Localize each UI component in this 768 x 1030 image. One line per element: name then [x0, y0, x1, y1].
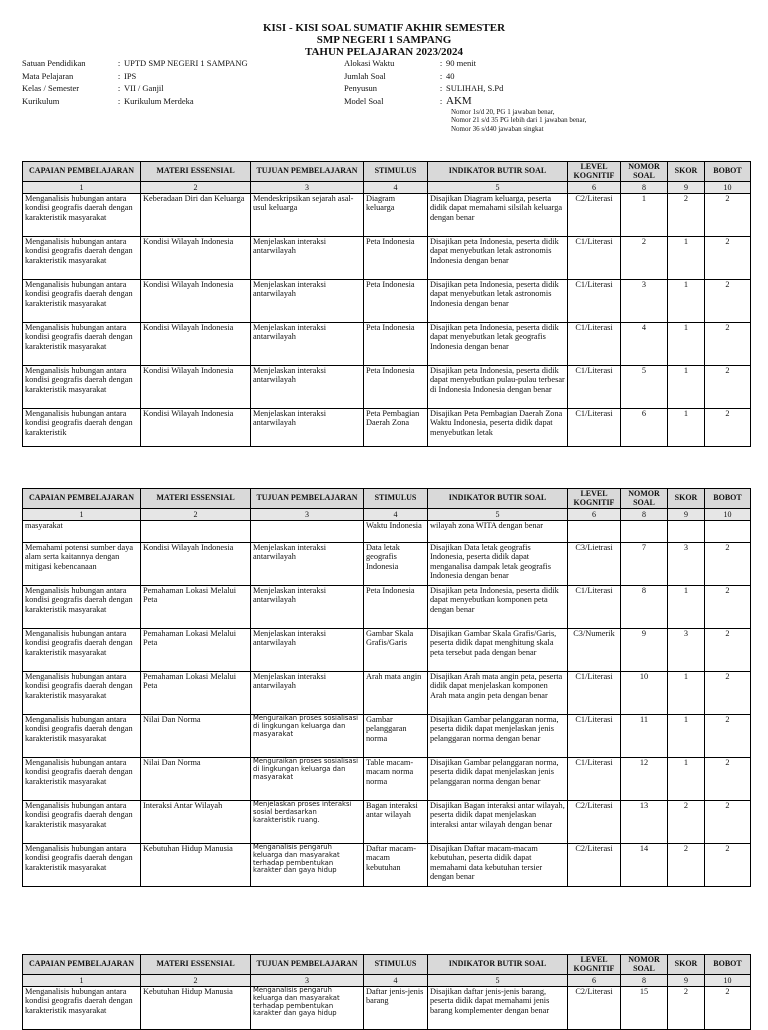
cell-tujuan: Menguraikan proses sosialisasi di lingkungan keluarga dan masyarakat [251, 715, 364, 758]
table-head [23, 162, 751, 194]
cell-cp: Menganalisis hubungan antara kondisi geografis daerah dengan karakteristik masyarakat [23, 323, 141, 366]
cell-level: C3/Lietrasi [568, 543, 621, 586]
info-left-row [22, 95, 248, 108]
table-row [23, 237, 751, 280]
col-header-materi: MATERI ESSENSIAL [141, 162, 251, 182]
cell-skor: 1 [668, 280, 705, 323]
cell-nomor: 6 [621, 409, 668, 447]
info-left-label: Satuan Pendidikan [22, 58, 86, 68]
cell-bobot: 2 [705, 586, 751, 629]
header-row [23, 955, 751, 975]
cell-stimulus: Peta Indonesia [364, 586, 428, 629]
info-right-row [344, 82, 503, 95]
cell-tujuan: Menjelaskan interaksi antarwilayah [251, 409, 364, 447]
cell-bobot [705, 521, 751, 543]
cell-level: C1/Literasi [568, 323, 621, 366]
col-header-skor: SKOR [668, 489, 705, 509]
cell-cp: Menganalisis hubungan antara kondisi geografis daerah dengan karakteristik masyarakat [23, 366, 141, 409]
cell-cp: Menganalisis hubungan antara kondisi geografis daerah dengan karakteristik masyarakat [23, 801, 141, 844]
column-number: 6 [568, 182, 621, 194]
table-row [23, 543, 751, 586]
table-row [23, 194, 751, 237]
column-number: 10 [705, 509, 751, 521]
col-header-indikator: INDIKATOR BUTIR SOAL [428, 489, 568, 509]
cell-materi: Kebutuhan Hidup Manusia [141, 987, 251, 1030]
cell-tujuan: Menjelaskan interaksi antarwilayah [251, 280, 364, 323]
column-number: 2 [141, 975, 251, 987]
cell-cp: Menganalisis hubungan antara kondisi geografis daerah dengan karakteristik masyarakat [23, 629, 141, 672]
kisi-table-1 [22, 161, 751, 447]
cell-materi: Interaksi Antar Wilayah [141, 801, 251, 844]
column-number-row [23, 182, 751, 194]
cell-nomor: 5 [621, 366, 668, 409]
cell-materi: Kondisi Wilayah Indonesia [141, 366, 251, 409]
cell-skor: 2 [668, 801, 705, 844]
cell-indikator: Disajikan Arah mata angin peta, peserta didik dapat menjelaskan komponen Arah mata angin peta dengan benar [428, 672, 568, 715]
column-number: 5 [428, 975, 568, 987]
column-number-row [23, 975, 751, 987]
cell-materi: Pemahaman Lokasi Melalui Peta [141, 672, 251, 715]
info-right-value: SULIHAH, S.Pd [446, 83, 504, 93]
cell-stimulus: Peta Pembagian Daerah Zona [364, 409, 428, 447]
table-body [23, 521, 751, 887]
cell-nomor: 15 [621, 987, 668, 1030]
cell-skor [668, 521, 705, 543]
cell-indikator: Disajikan Diagram keluarga, peserta didik dapat memahami silsilah keluarga dengan benar [428, 194, 568, 237]
model-note-line: Nomor 36 s/d40 jawaban singkat [451, 124, 544, 133]
cell-bobot: 2 [705, 409, 751, 447]
info-right [344, 57, 503, 107]
info-right-label: Model Soal [344, 95, 384, 106]
cell-level: C2/Literasi [568, 194, 621, 237]
cell-indikator: wilayah zona WITA dengan benar [428, 521, 568, 543]
info-left-row [22, 70, 248, 83]
cell-tujuan: Menjelaskan proses interaksi sosial berdasarkan karakteristik ruang. [251, 801, 364, 844]
column-number: 1 [23, 509, 141, 521]
cell-bobot: 2 [705, 280, 751, 323]
col-header-tujuan: TUJUAN PEMBELAJARAN [251, 489, 364, 509]
cell-stimulus: Arah mata angin [364, 672, 428, 715]
column-number: 1 [23, 182, 141, 194]
cell-materi: Kondisi Wilayah Indonesia [141, 237, 251, 280]
col-header-stimulus: STIMULUS [364, 489, 428, 509]
info-left-row [22, 82, 248, 95]
cell-tujuan: Menjelaskan interaksi antarwilayah [251, 237, 364, 280]
cell-skor: 1 [668, 366, 705, 409]
cell-cp: Menganalisis hubungan antara kondisi geografis daerah dengan karakteristik masyarakat [23, 987, 141, 1030]
col-header-indikator: INDIKATOR BUTIR SOAL [428, 955, 568, 975]
table-row [23, 715, 751, 758]
doc-title-line1: KISI - KISI SOAL SUMATIF AKHIR SEMESTER [262, 22, 506, 34]
cell-level: C2/Literasi [568, 801, 621, 844]
cell-indikator: Disajikan daftar jenis-jenis barang, peserta didik dapat memahami jenis barang komplementer dengan benar [428, 987, 568, 1030]
cell-tujuan: Menjelaskan interaksi antarwilayah [251, 323, 364, 366]
column-number: 3 [251, 975, 364, 987]
cell-indikator: Disajikan peta Indonesia, peserta didik dapat menyebutkan pulau-pulau terbesar di Indonesia Indonesia dengan benar [428, 366, 568, 409]
cell-level: C1/Literasi [568, 672, 621, 715]
cell-nomor: 4 [621, 323, 668, 366]
table-head [23, 955, 751, 987]
colon: : [117, 70, 121, 81]
cell-cp: Menganalisis hubungan antara kondisi geografis daerah dengan karakteristik [23, 409, 141, 447]
cell-skor: 2 [668, 987, 705, 1030]
cell-skor: 1 [668, 586, 705, 629]
cell-stimulus: Waktu Indonesia [364, 521, 428, 543]
table-row [23, 409, 751, 447]
cell-cp: masyarakat [23, 521, 141, 543]
col-header-skor: SKOR [668, 955, 705, 975]
cell-cp: Menganalisis hubungan antara kondisi geografis daerah dengan karakteristik masyarakat [23, 237, 141, 280]
info-left-value: IPS [124, 70, 137, 81]
kisi-table-3 [22, 954, 751, 1030]
cell-materi: Kebutuhan Hidup Manusia [141, 844, 251, 887]
col-header-cp: CAPAIAN PEMBELAJARAN [23, 955, 141, 975]
col-header-cp: CAPAIAN PEMBELAJARAN [23, 489, 141, 509]
column-number: 8 [621, 975, 668, 987]
colon: : [117, 83, 121, 93]
table-row [23, 280, 751, 323]
cell-indikator: Disajikan Gambar Skala Grafis/Garis, peserta didik dapat menghitung skala peta tersebut pada dengan benar [428, 629, 568, 672]
table-row [23, 801, 751, 844]
cell-level: C2/Literasi [568, 844, 621, 887]
cell-stimulus: Diagram keluarga [364, 194, 428, 237]
cell-cp: Menganalisis hubungan antara kondisi geografis daerah dengan karakteristik masyarakat [23, 672, 141, 715]
col-header-nomor: NOMOR SOAL [621, 162, 668, 182]
cell-bobot: 2 [705, 987, 751, 1030]
col-header-nomor: NOMOR SOAL [621, 489, 668, 509]
doc-title-line2: SMP NEGERI 1 SAMPANG [316, 34, 452, 46]
cell-skor: 2 [668, 844, 705, 887]
cell-cp: Menganalisis hubungan antara kondisi geografis daerah dengan karakteristik masyarakat [23, 715, 141, 758]
colon: : [117, 95, 121, 106]
cell-skor: 1 [668, 409, 705, 447]
cell-stimulus: Gambar Skala Grafis/Garis [364, 629, 428, 672]
column-number: 9 [668, 509, 705, 521]
cell-nomor: 13 [621, 801, 668, 844]
cell-level: C1/Literasi [568, 409, 621, 447]
column-number: 10 [705, 182, 751, 194]
column-number: 10 [705, 975, 751, 987]
cell-stimulus: Table macam-macam norma norma [364, 758, 428, 801]
column-number: 5 [428, 182, 568, 194]
cell-bobot: 2 [705, 366, 751, 409]
cell-stimulus: Peta Indonesia [364, 280, 428, 323]
model-notes [451, 108, 586, 133]
header-row [23, 489, 751, 509]
info-left-label: Kelas / Semester [22, 83, 80, 93]
info-right-label: Jumlah Soal [344, 70, 386, 81]
cell-tujuan: Menganalisis pengaruh keluarga dan masyarakat terhadap pembentukan karakter dan gaya hidup [251, 987, 364, 1030]
table-row [23, 586, 751, 629]
cell-nomor: 14 [621, 844, 668, 887]
info-right-row [344, 95, 503, 108]
cell-cp: Menganalisis hubungan antara kondisi geografis daerah dengan karakteristik masyarakat [23, 280, 141, 323]
table-body [23, 987, 751, 1030]
info-left-value: VII / Ganjil [124, 83, 164, 93]
cell-skor: 1 [668, 672, 705, 715]
cell-nomor: 10 [621, 672, 668, 715]
cell-bobot: 2 [705, 801, 751, 844]
cell-nomor: 3 [621, 280, 668, 323]
info-left-label: Mata Pelajaran [22, 70, 74, 81]
column-number: 4 [364, 509, 428, 521]
info-right-row [344, 57, 503, 70]
col-header-bobot: BOBOT [705, 955, 751, 975]
cell-tujuan: Mendeskripsikan sejarah asal-usul keluarga [251, 194, 364, 237]
colon: : [439, 83, 443, 93]
cell-indikator: Disajikan Data letak geografis Indonesia, peserta didik dapat menganalisa dampak letak geografis Indonesia dengan benar [428, 543, 568, 586]
cell-skor: 1 [668, 237, 705, 280]
table-row [23, 366, 751, 409]
table-row [23, 629, 751, 672]
info-left [22, 57, 248, 107]
cell-indikator: Disajikan peta Indonesia, peserta didik dapat menyebutkan komponen peta dengan benar [428, 586, 568, 629]
cell-skor: 1 [668, 758, 705, 801]
cell-cp: Memahami potensi sumber daya alam serta kaitannya dengan mitigasi kebencanaan [23, 543, 141, 586]
cell-nomor: 11 [621, 715, 668, 758]
cell-bobot: 2 [705, 194, 751, 237]
cell-stimulus: Peta Indonesia [364, 323, 428, 366]
cell-indikator: Disajikan peta Indonesia, peserta didik dapat menyebutkan letak geografis Indonesia dengan benar [428, 323, 568, 366]
cell-bobot: 2 [705, 543, 751, 586]
cell-tujuan: Menjelaskan interaksi antarwilayah [251, 543, 364, 586]
col-header-bobot: BOBOT [705, 489, 751, 509]
cell-nomor: 8 [621, 586, 668, 629]
cell-nomor: 1 [621, 194, 668, 237]
column-number: 4 [364, 975, 428, 987]
col-header-bobot: BOBOT [705, 162, 751, 182]
col-header-stimulus: STIMULUS [364, 955, 428, 975]
header-row [23, 162, 751, 182]
cell-nomor: 7 [621, 543, 668, 586]
column-number: 5 [428, 509, 568, 521]
table-row [23, 672, 751, 715]
cell-cp: Menganalisis hubungan antara kondisi geografis daerah dengan karakteristik masyarakat [23, 844, 141, 887]
info-left-row [22, 57, 248, 70]
column-number: 1 [23, 975, 141, 987]
cell-tujuan: Menguraikan proses sosialisasi di lingkungan keluarga dan masyarakat [251, 758, 364, 801]
col-header-cp: CAPAIAN PEMBELAJARAN [23, 162, 141, 182]
cell-bobot: 2 [705, 758, 751, 801]
info-left-label: Kurikulum [22, 95, 60, 106]
cell-cp: Menganalisis hubungan antara kondisi geografis daerah dengan karakteristik masyarakat [23, 194, 141, 237]
cell-materi [141, 521, 251, 543]
column-number: 3 [251, 509, 364, 521]
cell-indikator: Disajikan Bagan interaksi antar wilayah, peserta didik dapat menjelaskan interaksi antar wilayah dengan benar [428, 801, 568, 844]
cell-nomor: 12 [621, 758, 668, 801]
cell-skor: 2 [668, 194, 705, 237]
cell-bobot: 2 [705, 323, 751, 366]
cell-level: C1/Literasi [568, 280, 621, 323]
cell-tujuan: Menjelaskan interaksi antarwilayah [251, 366, 364, 409]
cell-indikator: Disajikan peta Indonesia, peserta didik dapat menyebutkan letak astronomis Indonesia dengan benar [428, 280, 568, 323]
colon: : [117, 58, 121, 68]
cell-materi: Nilai Dan Norma [141, 758, 251, 801]
cell-level: C1/Literasi [568, 237, 621, 280]
kisi-table-2 [22, 488, 751, 887]
cell-level [568, 521, 621, 543]
cell-materi: Kondisi Wilayah Indonesia [141, 323, 251, 366]
cell-stimulus: Gambar pelanggaran norma [364, 715, 428, 758]
table-row [23, 844, 751, 887]
table-body [23, 194, 751, 447]
col-header-level: LEVEL KOGNITIF [568, 955, 621, 975]
info-right-value: 40 [446, 70, 455, 81]
cell-skor: 3 [668, 543, 705, 586]
cell-bobot: 2 [705, 672, 751, 715]
cell-materi: Pemahaman Lokasi Melalui Peta [141, 586, 251, 629]
table-row [23, 521, 751, 543]
cell-bobot: 2 [705, 844, 751, 887]
column-number: 8 [621, 182, 668, 194]
column-number: 6 [568, 509, 621, 521]
info-left-value: Kurikulum Merdeka [124, 95, 194, 106]
info-right-value: AKM [446, 94, 472, 107]
cell-tujuan: Menjelaskan interaksi antarwilayah [251, 586, 364, 629]
cell-level: C1/Literasi [568, 366, 621, 409]
cell-materi: Kondisi Wilayah Indonesia [141, 280, 251, 323]
cell-materi: Kondisi Wilayah Indonesia [141, 409, 251, 447]
column-number: 9 [668, 975, 705, 987]
cell-bobot: 2 [705, 629, 751, 672]
table-row [23, 758, 751, 801]
col-header-nomor: NOMOR SOAL [621, 955, 668, 975]
col-header-tujuan: TUJUAN PEMBELAJARAN [251, 955, 364, 975]
info-right-label: Penyusun [344, 83, 378, 93]
cell-bobot: 2 [705, 715, 751, 758]
colon: : [439, 95, 443, 106]
model-note-line: Nomor 21 s/d 35 PG lebih dari 1 jawaban benar, [451, 116, 587, 125]
column-number: 6 [568, 975, 621, 987]
cell-stimulus: Daftar macam-macam kebutuhan [364, 844, 428, 887]
cell-materi: Pemahaman Lokasi Melalui Peta [141, 629, 251, 672]
cell-tujuan: Menjelaskan interaksi antarwilayah [251, 672, 364, 715]
col-header-indikator: INDIKATOR BUTIR SOAL [428, 162, 568, 182]
cell-stimulus: Peta Indonesia [364, 237, 428, 280]
cell-level: C1/Literasi [568, 758, 621, 801]
cell-nomor: 2 [621, 237, 668, 280]
col-header-stimulus: STIMULUS [364, 162, 428, 182]
cell-materi: Keberadaan Diri dan Keluarga [141, 194, 251, 237]
cell-indikator: Disajikan Daftar macam-macam kebutuhan, peserta didik dapat memahami data kebutuhan tersier dengan benar [428, 844, 568, 887]
cell-materi: Kondisi Wilayah Indonesia [141, 543, 251, 586]
cell-level: C1/Literasi [568, 715, 621, 758]
cell-stimulus: Peta Indonesia [364, 366, 428, 409]
column-number: 2 [141, 182, 251, 194]
col-header-materi: MATERI ESSENSIAL [141, 489, 251, 509]
cell-cp: Menganalisis hubungan antara kondisi geografis daerah dengan karakteristik masyarakat [23, 758, 141, 801]
cell-indikator: Disajikan peta Indonesia, peserta didik dapat menyebutkan letak astronomis Indonesia dengan benar [428, 237, 568, 280]
cell-tujuan [251, 521, 364, 543]
column-number: 8 [621, 509, 668, 521]
cell-indikator: Disajikan Gambar pelanggaran norma, peserta didik dapat menjelaskan jenis pelanggaran norma dengan benar [428, 758, 568, 801]
model-note-line: Nomor 1s/d 20, PG 1 jawaban benar, [451, 108, 555, 116]
cell-nomor: 9 [621, 629, 668, 672]
info-left-value: UPTD SMP NEGERI 1 SAMPANG [124, 58, 248, 68]
cell-bobot: 2 [705, 237, 751, 280]
column-number: 4 [364, 182, 428, 194]
cell-tujuan: Menjelaskan interaksi antarwilayah [251, 629, 364, 672]
column-number: 2 [141, 509, 251, 521]
cell-nomor [621, 521, 668, 543]
cell-skor: 3 [668, 629, 705, 672]
cell-skor: 1 [668, 323, 705, 366]
cell-indikator: Disajikan Gambar pelanggaran norma, peserta didik dapat menjelaskan jenis pelanggaran norma dengan benar [428, 715, 568, 758]
table-row [23, 987, 751, 1030]
colon: : [439, 70, 443, 81]
cell-level: C3/Numerik [568, 629, 621, 672]
column-number-row [23, 509, 751, 521]
doc-title-line3: TAHUN PELAJARAN 2023/2024 [304, 46, 464, 58]
cell-stimulus: Data letak geografis Indonesia [364, 543, 428, 586]
cell-skor: 1 [668, 715, 705, 758]
info-right-label: Alokasi Waktu [344, 58, 395, 68]
cell-stimulus: Daftar jenis-jenis barang [364, 987, 428, 1030]
cell-level: C2/Literasi [568, 987, 621, 1030]
col-header-skor: SKOR [668, 162, 705, 182]
col-header-materi: MATERI ESSENSIAL [141, 955, 251, 975]
cell-level: C1/Literasi [568, 586, 621, 629]
info-right-row [344, 70, 503, 83]
cell-cp: Menganalisis hubungan antara kondisi geografis daerah dengan karakteristik masyarakat [23, 586, 141, 629]
info-right-value: 90 menit [446, 58, 476, 68]
cell-indikator: Disajikan Peta Pembagian Daerah Zona Waktu Indonesia, peserta didik dapat menyebutkan letak [428, 409, 568, 447]
table-row [23, 323, 751, 366]
cell-tujuan: Menganalisis pengaruh keluarga dan masyarakat terhadap pembentukan karakter dan gaya hidup [251, 844, 364, 887]
cell-materi: Nilai Dan Norma [141, 715, 251, 758]
column-number: 3 [251, 182, 364, 194]
col-header-level: LEVEL KOGNITIF [568, 162, 621, 182]
cell-stimulus: Bagan interaksi antar wilayah [364, 801, 428, 844]
colon: : [439, 58, 443, 68]
col-header-level: LEVEL KOGNITIF [568, 489, 621, 509]
column-number: 9 [668, 182, 705, 194]
table-head [23, 489, 751, 521]
col-header-tujuan: TUJUAN PEMBELAJARAN [251, 162, 364, 182]
